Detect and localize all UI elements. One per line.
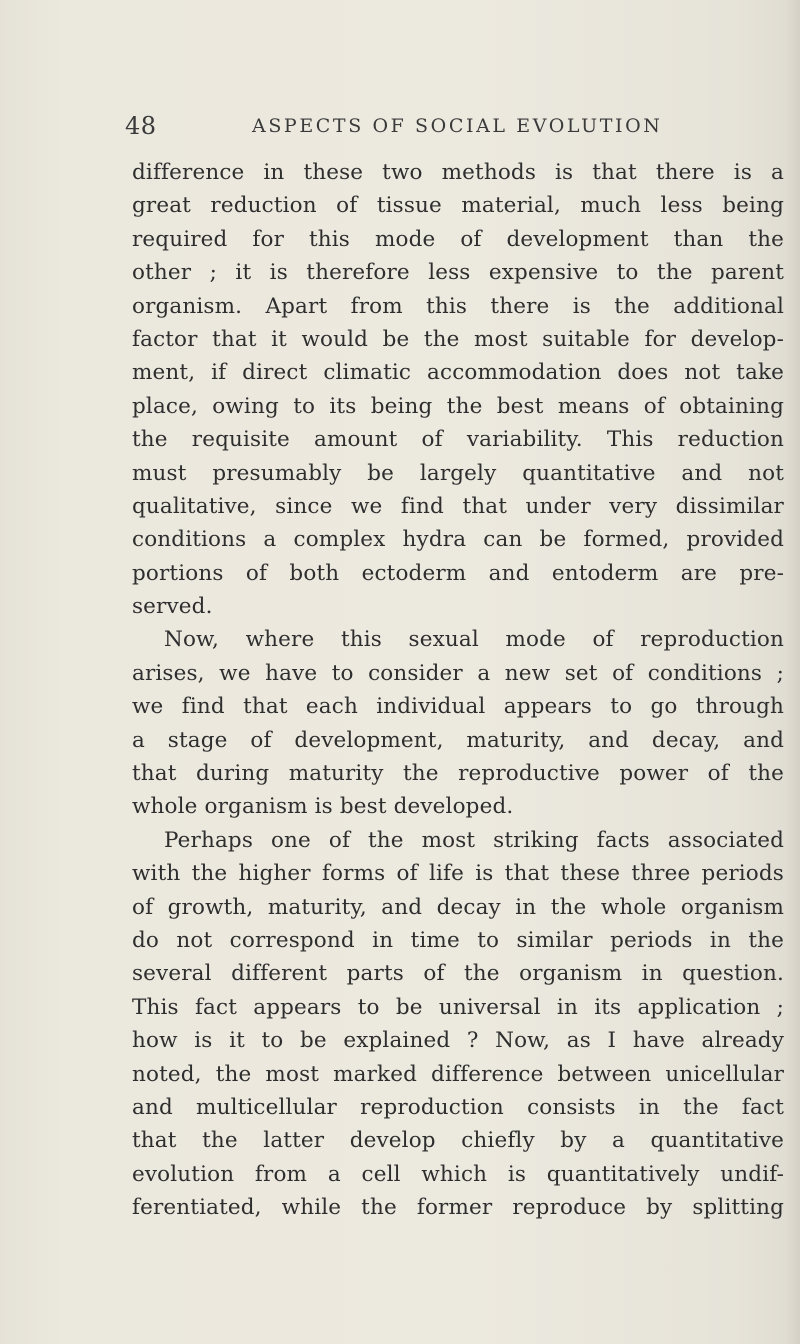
text-line: do not correspond in time to similar periods in the (132, 927, 784, 953)
text-line: noted, the most marked difference between unicellular (132, 1061, 784, 1087)
text-line: qualitative, since we find that under very dissimilar (132, 493, 784, 519)
text-line: factor that it would be the most suitable for develop- (132, 326, 784, 352)
text-line: difference in these two methods is that there is a (132, 160, 784, 185)
text-line: required for this mode of development than the (132, 226, 784, 252)
text-line: place, owing to its being the best means of obtaining (132, 393, 784, 419)
text-line: the requisite amount of variability. This reduction (132, 427, 784, 453)
text-line: Now, where this sexual mode of reproduction (164, 627, 784, 653)
text-line: ment, if direct climatic accommodation does not take (132, 360, 784, 386)
text-line: Perhaps one of the most striking facts associated (164, 827, 784, 853)
text-line: of growth, maturity, and decay in the whole organism (132, 894, 784, 920)
text-line: how is it to be explained ? Now, as I have already (132, 1028, 784, 1054)
running-head (0, 112, 800, 152)
text-line: evolution from a cell which is quantitatively undif- (132, 1161, 784, 1187)
text-line: organism. Apart from this there is the additional (132, 293, 784, 319)
text-line: served. (132, 594, 213, 620)
text-line: whole organism is best developed. (132, 794, 514, 820)
text-line: other ; it is therefore less expensive to the parent (132, 260, 784, 286)
body-text (132, 156, 784, 1225)
text-line: a stage of development, maturity, and decay, and (132, 727, 784, 753)
text-line: that during maturity the reproductive power of the (132, 761, 784, 787)
text-line: portions of both ectoderm and entoderm are pre- (132, 560, 784, 586)
text-line: must presumably be largely quantitative and not (132, 460, 784, 486)
running-title: ASPECTS OF SOCIAL EVOLUTION (252, 115, 663, 137)
text-line: great reduction of tissue material, much less being (132, 193, 784, 219)
text-line: and multicellular reproduction consists in the fact (132, 1094, 784, 1120)
page-edge-shadow (786, 0, 800, 1344)
text-line: ferentiated, while the former reproduce by splitting (132, 1195, 784, 1221)
page-number: 48 (125, 112, 157, 140)
text-line: arises, we have to consider a new set of conditions ; (132, 660, 784, 686)
text-line: conditions a complex hydra can be formed, provided (132, 527, 784, 553)
text-line: with the higher forms of life is that these three periods (132, 861, 784, 887)
text-line: This fact appears to be universal in its application ; (132, 994, 784, 1020)
text-line: several different parts of the organism in question. (132, 961, 784, 987)
text-line: that the latter develop chiefly by a quantitative (132, 1128, 784, 1154)
text-line: we find that each individual appears to go through (132, 694, 784, 720)
